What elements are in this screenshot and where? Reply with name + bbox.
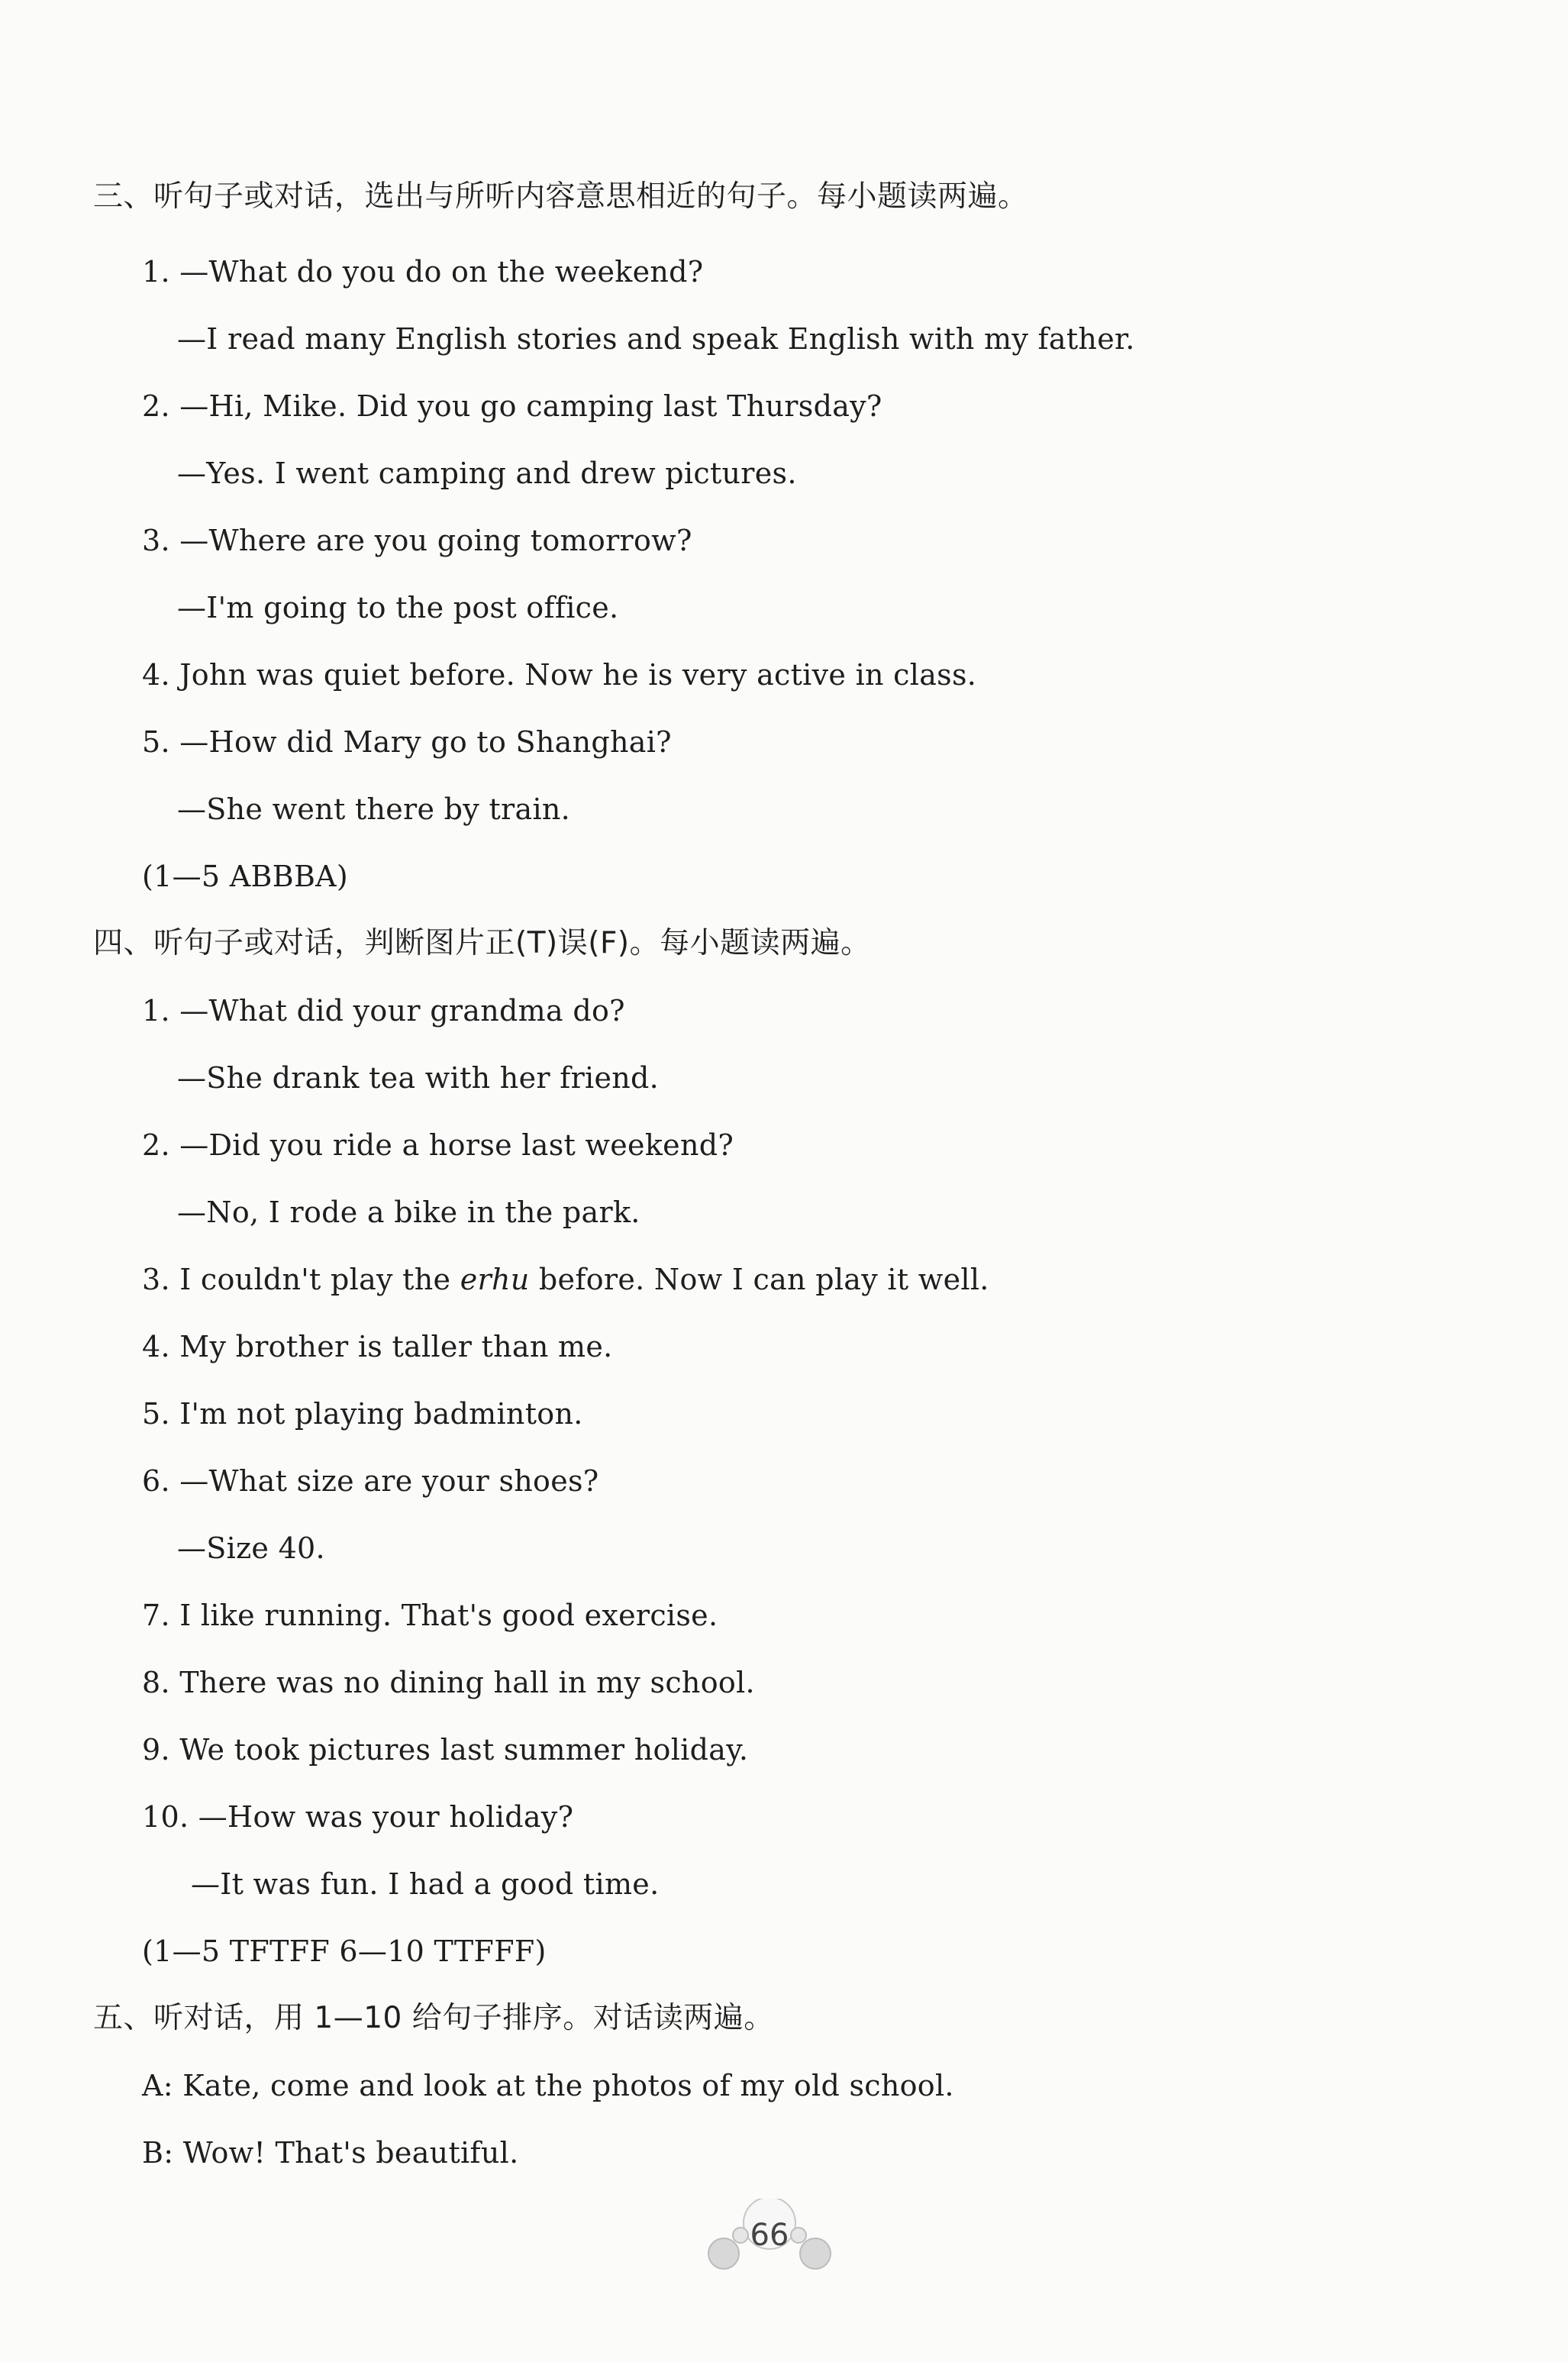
s4-line-2: —She drank tea with her friend. [177, 1061, 660, 1095]
erhu-term: erhu [460, 1263, 530, 1296]
s4-line-11: 8. There was no dining hall in my school. [142, 1666, 755, 1699]
s4-line-10: 7. I like running. That's good exercise. [142, 1599, 718, 1632]
s4-line-8: 6. —What size are your shoes? [142, 1464, 599, 1498]
s3-answer-key: (1—5 ABBBA) [142, 860, 349, 893]
s3-line-4: —Yes. I went camping and drew pictures. [177, 457, 797, 490]
section-3-heading: 三、听句子或对话，选出与所听内容意思相近的句子。每小题读两遍。 [93, 179, 1028, 214]
s4-line-12: 9. We took pictures last summer holiday. [142, 1733, 749, 1767]
section-4-heading: 四、听句子或对话，判断图片正(T)误(F)。每小题读两遍。 [93, 926, 871, 960]
s5-line-1: A: Kate, come and look at the photos of my old school. [142, 2069, 954, 2102]
s3-line-5: 3. —Where are you going tomorrow? [142, 524, 692, 557]
s4-line-3: 2. —Did you ride a horse last weekend? [142, 1128, 734, 1162]
s4-line-1: 1. —What did your grandma do? [142, 994, 625, 1028]
s5-line-2: B: Wow! That's beautiful. [142, 2136, 519, 2170]
s3-line-8: 5. —How did Mary go to Shanghai? [142, 725, 672, 759]
s3-line-6: —I'm going to the post office. [177, 591, 619, 624]
s3-line-1: 1. —What do you do on the weekend? [142, 255, 704, 289]
s4-line-13: 10. —How was your holiday? [142, 1800, 574, 1834]
page-number: 66 [750, 2218, 789, 2253]
s3-line-3: 2. —Hi, Mike. Did you go camping last Thursday? [142, 389, 882, 423]
s4-line-14: —It was fun. I had a good time. [191, 1867, 660, 1901]
s3-line-2: —I read many English stories and speak English with my father. [177, 322, 1135, 356]
s3-line-9: —She went there by train. [177, 792, 571, 826]
s4-line-4: —No, I rode a bike in the park. [177, 1196, 640, 1229]
s4-answer-key: (1—5 TFTFF 6—10 TTFFF) [142, 1934, 547, 1968]
s3-line-7: 4. John was quiet before. Now he is very active in class. [142, 658, 977, 692]
s4-line-5-end: before. Now I can play it well. [538, 1263, 989, 1296]
s4-line-9: —Size 40. [177, 1531, 325, 1565]
section-5-heading: 五、听对话，用 1—10 给句子排序。对话读两遍。 [93, 2001, 774, 2035]
s4-line-5 [142, 1261, 989, 1298]
s4-line-6: 4. My brother is taller than me. [142, 1330, 613, 1363]
s4-line-7: 5. I'm not playing badminton. [142, 1397, 583, 1431]
page-number-badge [701, 2199, 838, 2275]
s4-line-5-start: 3. I couldn't play the [142, 1263, 451, 1296]
